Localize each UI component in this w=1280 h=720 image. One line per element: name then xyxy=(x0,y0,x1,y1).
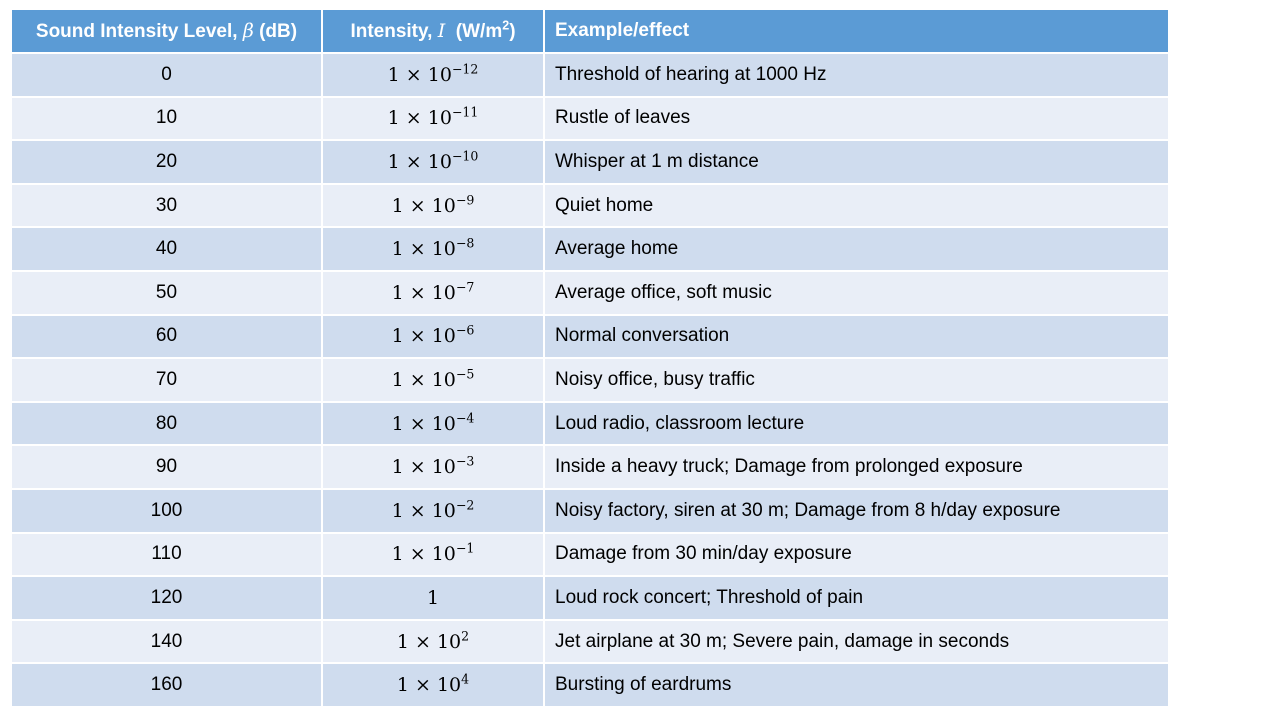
intensity-cell xyxy=(323,403,545,447)
sound-level-cell: 160 xyxy=(12,664,323,708)
intensity-cell xyxy=(323,577,545,621)
sound-level-cell: 50 xyxy=(12,272,323,316)
header-sound-level xyxy=(12,10,323,54)
intensity-mantissa: 1 × 10 xyxy=(387,63,452,86)
header-intensity xyxy=(323,10,545,54)
table-row xyxy=(12,316,1168,360)
intensity-cell xyxy=(323,228,545,272)
intensity-mantissa: 1 × 10 xyxy=(391,325,456,348)
intensity-exponent: −7 xyxy=(455,279,475,295)
example-effect-cell: Average home xyxy=(545,228,1168,272)
intensity-exponent: −11 xyxy=(451,104,479,120)
intensity-exponent: −6 xyxy=(455,322,475,338)
intensity-cell xyxy=(323,621,545,665)
example-effect-cell: Noisy office, busy traffic xyxy=(545,359,1168,403)
intensity-exponent: −1 xyxy=(455,540,475,556)
intensity-exponent: −9 xyxy=(455,192,475,208)
example-effect-cell: Jet airplane at 30 m; Severe pain, damage in seconds xyxy=(545,621,1168,665)
header-intensity-unit-close: ) xyxy=(509,20,516,42)
example-effect-cell: Loud radio, classroom lecture xyxy=(545,403,1168,447)
sound-level-cell: 140 xyxy=(12,621,323,665)
intensity-mantissa: 1 × 10 xyxy=(387,107,452,130)
example-effect-cell: Inside a heavy truck; Damage from prolonged exposure xyxy=(545,446,1168,490)
example-effect-cell: Threshold of hearing at 1000 Hz xyxy=(545,54,1168,98)
header-intensity-unit: (W/m xyxy=(445,20,503,42)
sound-level-cell: 70 xyxy=(12,359,323,403)
intensity-mantissa: 1 × 10 xyxy=(391,368,456,391)
intensity-mantissa: 1 × 10 xyxy=(396,674,462,697)
table-row xyxy=(12,490,1168,534)
table-row xyxy=(12,359,1168,403)
intensity-mantissa: 1 × 10 xyxy=(391,412,456,435)
sound-level-cell: 120 xyxy=(12,577,323,621)
table-row xyxy=(12,98,1168,142)
table-body xyxy=(12,54,1168,708)
table-header xyxy=(12,10,1168,54)
example-effect-cell: Bursting of eardrums xyxy=(545,664,1168,708)
intensity-exponent: −4 xyxy=(455,410,475,426)
table-row xyxy=(12,141,1168,185)
intensity-cell xyxy=(323,141,545,185)
example-effect-cell: Average office, soft music xyxy=(545,272,1168,316)
example-effect-cell: Quiet home xyxy=(545,185,1168,229)
intensity-exponent: −5 xyxy=(455,366,475,382)
table-row xyxy=(12,403,1168,447)
sound-level-cell: 90 xyxy=(12,446,323,490)
sound-level-cell: 10 xyxy=(12,98,323,142)
intensity-mantissa: 1 × 10 xyxy=(391,194,456,217)
table-row xyxy=(12,228,1168,272)
intensity-cell xyxy=(323,98,545,142)
sound-level-cell: 20 xyxy=(12,141,323,185)
header-sound-level-text: Sound Intensity Level, xyxy=(35,20,243,42)
intensity-exponent: −10 xyxy=(451,148,479,164)
sound-level-cell: 30 xyxy=(12,185,323,229)
table-row xyxy=(12,272,1168,316)
table-row xyxy=(12,577,1168,621)
example-effect-cell: Noisy factory, siren at 30 m; Damage from 8 h/day exposure xyxy=(545,490,1168,534)
header-sound-level-unit: (dB) xyxy=(253,20,298,42)
example-effect-cell: Normal conversation xyxy=(545,316,1168,360)
header-row xyxy=(12,10,1168,54)
table-row xyxy=(12,185,1168,229)
header-intensity-unit-exponent: 2 xyxy=(502,17,510,32)
sound-level-cell: 0 xyxy=(12,54,323,98)
intensity-mantissa: 1 × 10 xyxy=(396,630,462,653)
intensity-exponent: 4 xyxy=(461,671,470,687)
intensity-cell xyxy=(323,54,545,98)
intensity-cell xyxy=(323,359,545,403)
example-effect-cell: Damage from 30 min/day exposure xyxy=(545,534,1168,578)
sound-level-cell: 100 xyxy=(12,490,323,534)
example-effect-cell: Loud rock concert; Threshold of pain xyxy=(545,577,1168,621)
intensity-cell xyxy=(323,185,545,229)
header-example: Example/effect xyxy=(545,10,1168,54)
intensity-cell xyxy=(323,272,545,316)
intensity-cell xyxy=(323,446,545,490)
intensity-mantissa: 1 × 10 xyxy=(391,238,456,261)
intensity-cell xyxy=(323,490,545,534)
intensity-exponent: 2 xyxy=(461,628,470,643)
intensity-exponent: −3 xyxy=(455,453,475,469)
intensity-mantissa: 1 × 10 xyxy=(391,543,456,566)
intensity-mantissa: 1 × 10 xyxy=(391,499,456,522)
intensity-exponent: −12 xyxy=(451,61,479,77)
beta-symbol: β xyxy=(242,19,254,42)
intensity-cell xyxy=(323,664,545,708)
sound-level-cell: 80 xyxy=(12,403,323,447)
table-row xyxy=(12,621,1168,665)
intensity-exponent: −8 xyxy=(455,235,475,251)
table-row xyxy=(12,664,1168,708)
sound-intensity-table xyxy=(12,10,1168,708)
sound-level-cell: 40 xyxy=(12,228,323,272)
header-intensity-text: Intensity, xyxy=(350,20,438,42)
sound-level-cell: 110 xyxy=(12,534,323,578)
intensity-exponent: −2 xyxy=(455,497,475,513)
table-row xyxy=(12,446,1168,490)
example-effect-cell: Whisper at 1 m distance xyxy=(545,141,1168,185)
table-row xyxy=(12,534,1168,578)
intensity-mantissa: 1 xyxy=(426,586,440,609)
intensity-mantissa: 1 × 10 xyxy=(391,281,456,304)
sound-level-cell: 60 xyxy=(12,316,323,360)
intensity-mantissa: 1 × 10 xyxy=(391,456,456,479)
intensity-cell xyxy=(323,534,545,578)
example-effect-cell: Rustle of leaves xyxy=(545,98,1168,142)
intensity-cell xyxy=(323,316,545,360)
intensity-mantissa: 1 × 10 xyxy=(387,150,452,173)
table-row xyxy=(12,54,1168,98)
intensity-symbol: I xyxy=(437,19,446,42)
